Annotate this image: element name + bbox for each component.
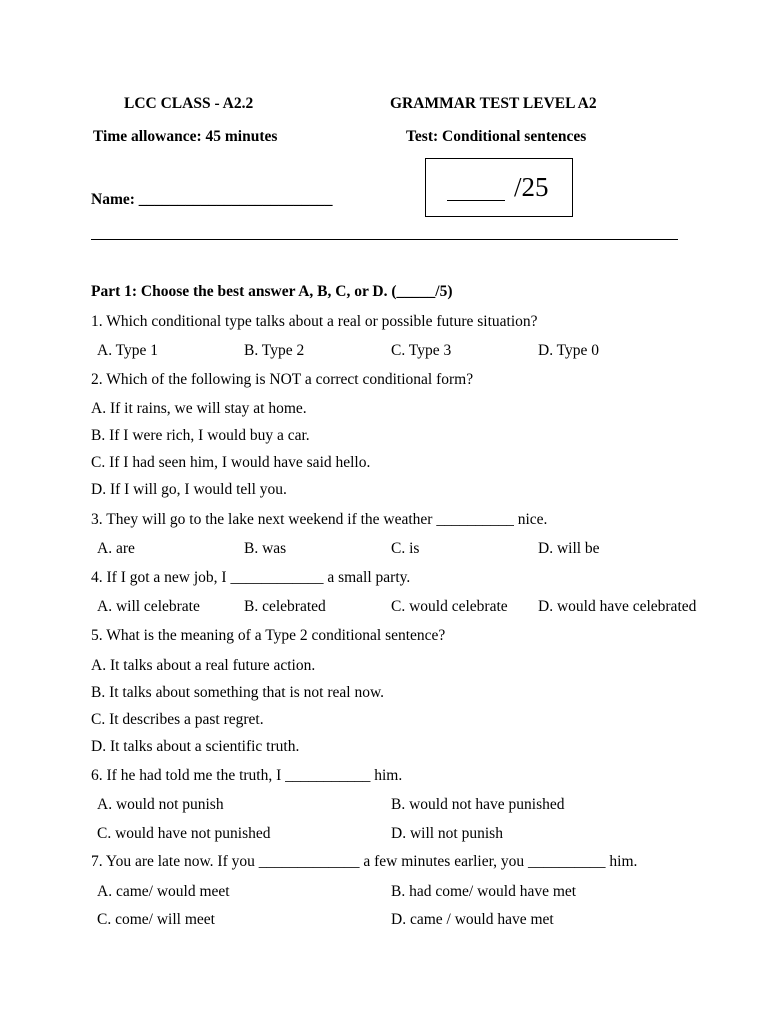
option-d: D. It talks about a scientific truth. (91, 738, 300, 755)
option-b: B. had come/ would have met (391, 883, 577, 900)
question-2: 2. Which of the following is NOT a correct conditional form? (91, 371, 474, 388)
option-b: B. celebrated (244, 598, 326, 615)
option-a: A. Type 1 (97, 342, 159, 359)
question-1: 1. Which conditional type talks about a real or possible future situation? (91, 313, 538, 330)
option-a: A. would not punish (97, 796, 224, 813)
score-blank-line (447, 200, 505, 201)
option-b: B. Type 2 (244, 342, 305, 359)
test-topic: Test: Conditional sentences (406, 128, 587, 145)
question-3: 3. They will go to the lake next weekend if the weather __________ nice. (91, 511, 548, 528)
option-d: D. will not punish (391, 825, 503, 842)
question-6: 6. If he had told me the truth, I ___________ him. (91, 767, 403, 784)
option-c: C. would celebrate (391, 598, 508, 615)
question-5: 5. What is the meaning of a Type 2 conditional sentence? (91, 627, 446, 644)
option-a: A. are (97, 540, 135, 557)
option-d: D. came / would have met (391, 911, 554, 928)
name-field-label: Name: _________________________ (91, 191, 333, 208)
option-c: C. come/ will meet (97, 911, 215, 928)
option-c: C. would have not punished (97, 825, 271, 842)
option-d: D. will be (538, 540, 600, 557)
option-d: D. Type 0 (538, 342, 600, 359)
option-a: A. It talks about a real future action. (91, 657, 316, 674)
option-a: A. will celebrate (97, 598, 200, 615)
question-4: 4. If I got a new job, I ____________ a small party. (91, 569, 411, 586)
option-c: C. It describes a past regret. (91, 711, 264, 728)
option-c: C. Type 3 (391, 342, 452, 359)
part1-heading: Part 1: Choose the best answer A, B, C, or D. (_____/5) (91, 283, 453, 300)
question-7: 7. You are late now. If you _____________ a few minutes earlier, you __________ him. (91, 853, 638, 870)
option-c: C. is (391, 540, 420, 557)
option-b: B. would not have punished (391, 796, 565, 813)
score-box (425, 158, 573, 217)
test-title: GRAMMAR TEST LEVEL A2 (390, 95, 597, 112)
option-b: B. was (244, 540, 287, 557)
option-c: C. If I had seen him, I would have said hello. (91, 454, 371, 471)
option-a: A. If it rains, we will stay at home. (91, 400, 307, 417)
time-allowance: Time allowance: 45 minutes (93, 128, 278, 145)
option-b: B. It talks about something that is not real now. (91, 684, 385, 701)
class-name: LCC CLASS - A2.2 (124, 95, 254, 112)
score-total: /25 (514, 172, 549, 202)
option-d: D. If I will go, I would tell you. (91, 481, 287, 498)
option-d: D. would have celebrated (538, 598, 697, 615)
header-divider (91, 239, 678, 240)
option-a: A. came/ would meet (97, 883, 230, 900)
option-b: B. If I were rich, I would buy a car. (91, 427, 310, 444)
